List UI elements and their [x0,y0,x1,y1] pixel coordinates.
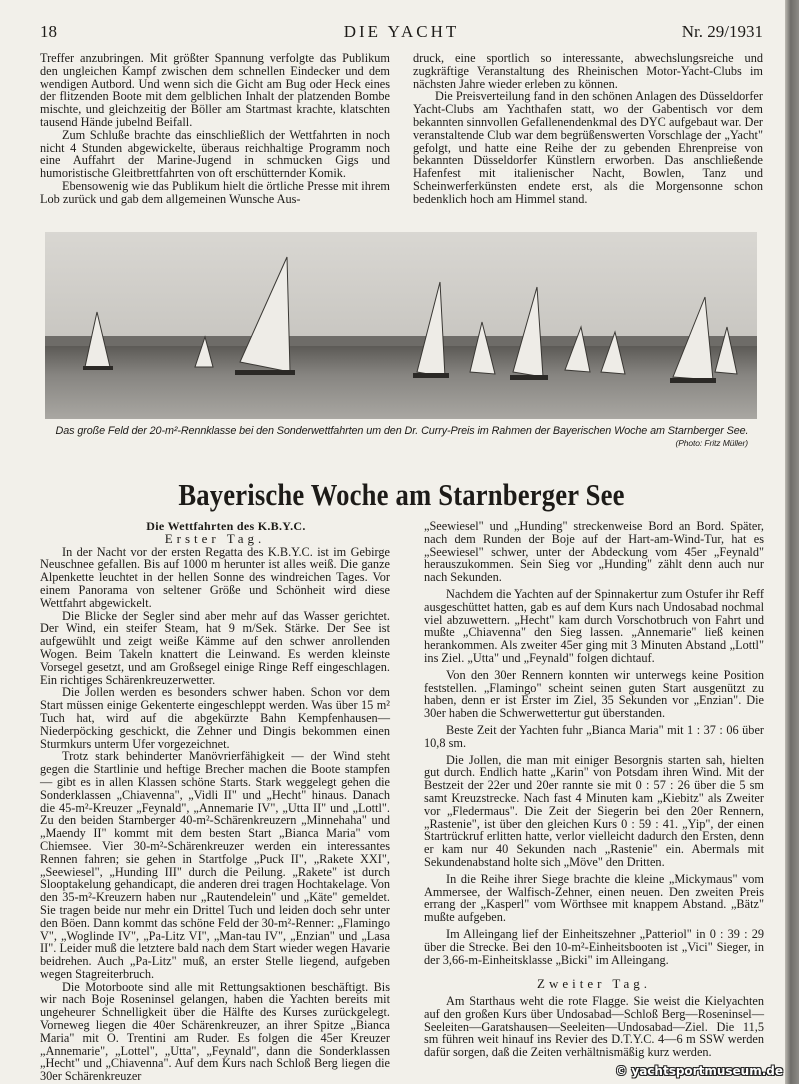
article-subtitle: Die Wettfahrten des K.B.Y.C. [146,519,306,533]
paragraph: Beste Zeit der Yachten fuhr „Bianca Maria" mit 1 : 37 : 06 über 10,8 sm. [424,722,764,750]
page-number: 18 [40,22,57,41]
paragraph: Die Jollen, die man mit einiger Besorgnis starten sah, hielten gut durch. Endlich hatte „Karin" von Potsdam ihren Wind. Mit der Bestzeit der 22er und 20er rannte sie mit 0 : 57 : 26 über die 5 sm samt Kreuzstrecke. Nach fast 4 Minuten kam „Kiebitz" als Zweiter vor „Fledermaus". Die Zeit der Siegerin bei den 20er Rennern, „Rastenie", ist über den gleichen Kurs 0 : 59 : 41. „Yip", der einen Startrückruf erlitten hatte, verlor vielleicht dadurch den Ersten, denn er kam nur 40 Sekunden nach „Rastenie" ein. Abermals mit Sekundenabstand holte sich „Möve" den Dritten. [424,752,764,869]
photo-caption [44,425,760,448]
paragraph: Die Jollen werden es besonders schwer haben. Schon vor dem Start müssen einige Gekenterte eingeschleppt werden. Was über 15 m² Tuch hat, wird auf die abgekürzte Bahn Kempfenhausen—Niederpöcking geschickt, die Zehner und Dingis bekommen einen Sturmkurs unterm Ufer vorgezeichnet. [40,685,390,751]
top-right-column [413,52,763,206]
caption-text: Das große Feld der 20-m²-Rennklasse bei den Sonderwettfahrten um den Dr. Curry-Preis im Rahmen der Bayerischen Woche am Starnberger See. [55,425,749,437]
regatta-photo [45,232,757,419]
paragraph: In der Nacht vor der ersten Regatta des K.B.Y.C. ist im Gebirge Neuschnee gefallen. Bis auf 1000 m herunter ist alles weiß. Die ganze Alpenkette leuchtet in der hellen Sonne des windreichen Tages. Vor einem Panorama von seltener Größe und Schönheit wird diese Wettfahrt abgewickelt. [40,544,390,610]
paragraph: Die Blicke der Segler sind aber mehr auf das Wasser gerichtet. Der Wind, ein steifer Steam, hat 9 m/Sek. Stärke. Der See ist aufgewühlt und zeigt weiße Kämme auf den schwer anrollenden Wogen. Beim Takeln knattert die Leinwand. Es werden kleinste Vorsegel gesetzt, und am Großsegel einige Ringe Reff eingeschlagen. Ein richtiges Schärenkreuzerwetter. [40,608,390,687]
water [45,346,757,419]
page-header [40,22,763,44]
paragraph: Die Motorboote sind alle mit Rettungsaktionen beschäftigt. Bis wir nach Boje Roseninsel gelangen, haben die Yachten bereits mit ungeheurer Schnelligkeit über die Hälfte des Kurses zurückgelegt. Vorneweg liegen die 40er Schärenkreuzer, an ihrer Spitze „Bianca Maria" mit O. Trentini am Ruder. Es folgen die 45er Kreuzer „Annemarie", „Lottel", „Utta", „Feynald", dann die Sonderklassen „Hecht" und „Chiavenna". Auf dem Kurs nach Schloß Berg liegen die 30er Schärenkreuzer [40,979,390,1084]
issue-number: Nr. 29/1931 [681,22,763,41]
article-title: Bayerische Woche am Starnberger See [178,477,625,512]
article-left-column [40,520,390,1083]
photo-credit: (Photo: Fritz Müller) [675,438,748,448]
paragraph: Zum Schluße brachte das einschließlich der Wettfahrten in noch nicht 4 Stunden abgewickelte, überaus reichhaltige Programm noch eine Auffahrt der Marine-Jugend in schmucken Gigs und humoristische Gleitbrettfahrten von oft erschütternder Komik. [40,127,390,181]
scan-edge [785,0,799,1084]
paragraph: Trotz stark behinderter Manövrierfähigkeit — der Wind steht gegen die Startlinie und heftige Brecher machen die Boote stampfen — gibt es in allen Klassen schöne Starts. Stark weggelegt gehen die Sonderklassen „Chiavenna", „Vidli II" und „Hecht" hinaus. Danach die 45-m²-Kreuzer „Feynald", „Annemarie IV", „Utta II" und „Lottl". Zu den beiden Starnberger 40-m²-Schärenkreuzern „Minnehaha" und „Maendy II" kommt mit dem besten Start „Bianca Maria" vom Chiemsee. Vier 30-m²-Schärenkreuzer werden ein interessantes Rennen fahren; sie gehen in Startfolge „Puck II", „Rakete XXI", „Seewiesel", „Hunding III" durch die Peilung. „Rakete" ist durch Slooptakelung gehandicapt, die anderen drei tragen Hochtakelage. Von den 35-m²-Kreuzern haben nur „Rautendelein" und „Käte" gemeldet. Sie tragen beide nur mehr ein Drittel Tuch und leiden doch sehr unter den Böen. Dann kommt das schöne Feld der 30-m²-Renner: „Flamingo V", „Woglinde IV", „Pa-Litz VI", „Man-tau IV", „Enzian" und „Lasa II". Leider muß die letztere bald nach dem Start wieder wegen Havarie beidrehen. Auch „Pa-Litz" muß, an erster Stelle liegend, aufgeben wegen Stagreiterbruch. [40,749,390,981]
article-right-column [424,520,764,1063]
paragraph: Von den 30er Rennern konnten wir unterwegs keine Position feststellen. „Flamingo" scheint seinen guten Start ausgenützt zu haben, denn er ist Erster im Ziel, 35 Sekunden vor „Enzian". Die 30er haben die Schwerwettertur gut überstanden. [424,667,764,721]
paragraph: Im Alleingang lief der Einheitszehner „Patteriol" in 0 : 39 : 29 über die Strecke. Bei den 10-m²-Einheitsbooten ist „Vici" Sieger, in der 3,66-m-Einheitsklasse „Bicki" im Alleingang. [424,926,764,967]
paragraph: Ebensowenig wie das Publikum hielt die örtliche Presse mit ihrem Lob zurück und gab dem allgemeinen Wunsche Aus- [40,178,390,206]
magazine-title: DIE YACHT [343,22,460,41]
paragraph: druck, eine sportlich so interessante, abwechslungsreiche und zugkräftige Veranstaltung des Rheinischen Motor-Yacht-Clubs im nächsten Jahre wieder erleben zu können. [413,51,763,91]
section-heading-day2: Zweiter Tag. [537,976,651,992]
paragraph: Die Preisverteilung fand in den schönen Anlagen des Düsseldorfer Yacht-Clubs am Yachthafen statt, wo der Gabentisch vor dem bekannten sinnvollen Gefallenendenkmal des DYC aufgebaut war. Der veranstaltende Club war dem begrüßenswerten Vorschlage der „Yacht" gefolgt, und hatte eine Reihe der zu gebenden Ehrenpreise von bekannten Düsseldorfer Künstlern erworben. Das anschließende Hafenfest mit italienischer Nacht, Bowlen, Tanz und Scheinwerferkünsten endete erst, als die Morgensonne schon bedenklich hoch am Himmel stand. [413,89,763,206]
paragraph: Nachdem die Yachten auf der Spinnakertur zum Ostufer ihr Reff ausgeschüttet hatten, gab es auf dem Kurs nach Undosabad nochmal viel abzuwettern. „Hecht" kam durch Vorschotbruch von Fahrt und mußte „Chiavenna" den Sieg lassen. „Annemarie" ließ keinen herankommen. Als zweiter 45er ging mit 3 Minuten Abstand „Lottl" ins Ziel. „Utta" und „Feynald" folgen dichtauf. [424,586,764,665]
watermark: © yachtsportmuseum.de [615,1064,783,1078]
top-left-column [40,52,390,206]
section-heading-day1: Erster Tag. [164,530,266,546]
paragraph: Treffer anzubringen. Mit größter Spannung verfolgte das Publikum den ungleichen Kampf zwischen dem schnellen Eindecker und dem wendigen Autbord. Und wenn sich die Gicht am Bug oder Heck eines der flitzenden Boote mit dem gelblichen Inhalt der platzenden Bombe mischte, und gleichzeitig der Böller am Startmast krachte, klatschten tausend Hände jubelnd Beifall. [40,51,390,129]
paragraph: Am Starthaus weht die rote Flagge. Sie weist die Kielyachten auf den großen Kurs über Undosabad—Schloß Berg—Roseninsel—Seeleiten—Garatshausen—Seeleiten—Undosabad—Ziel. Die 11,5 sm führen weit hinauf ins Revier des D.T.Y.C. 4—6 m SSW werden dafür sorgen, daß die Zeiten verhältnismäßig kurz werden. [424,994,764,1060]
paragraph: In die Reihe ihrer Siege brachte die kleine „Mickymaus" vom Ammersee, der Walfisch-Zehner, einen neuen. Den zweiten Preis errang der „Kasperl" vom Wörthsee mit knappem Abstand. „Bätz" mußte aufgeben. [424,871,764,925]
paragraph: „Seewiesel" und „Hunding" streckenweise Bord an Bord. Später, nach dem Runden der Boje auf der Hart-am-Wind-Tur, hat es „Seewiesel" schwer, unter der Abdeckung vom 45er „Feynald" herauszukommen. Sein Sieg vor „Hunding" zählt denn auch nur nach Sekunden. [424,519,764,585]
